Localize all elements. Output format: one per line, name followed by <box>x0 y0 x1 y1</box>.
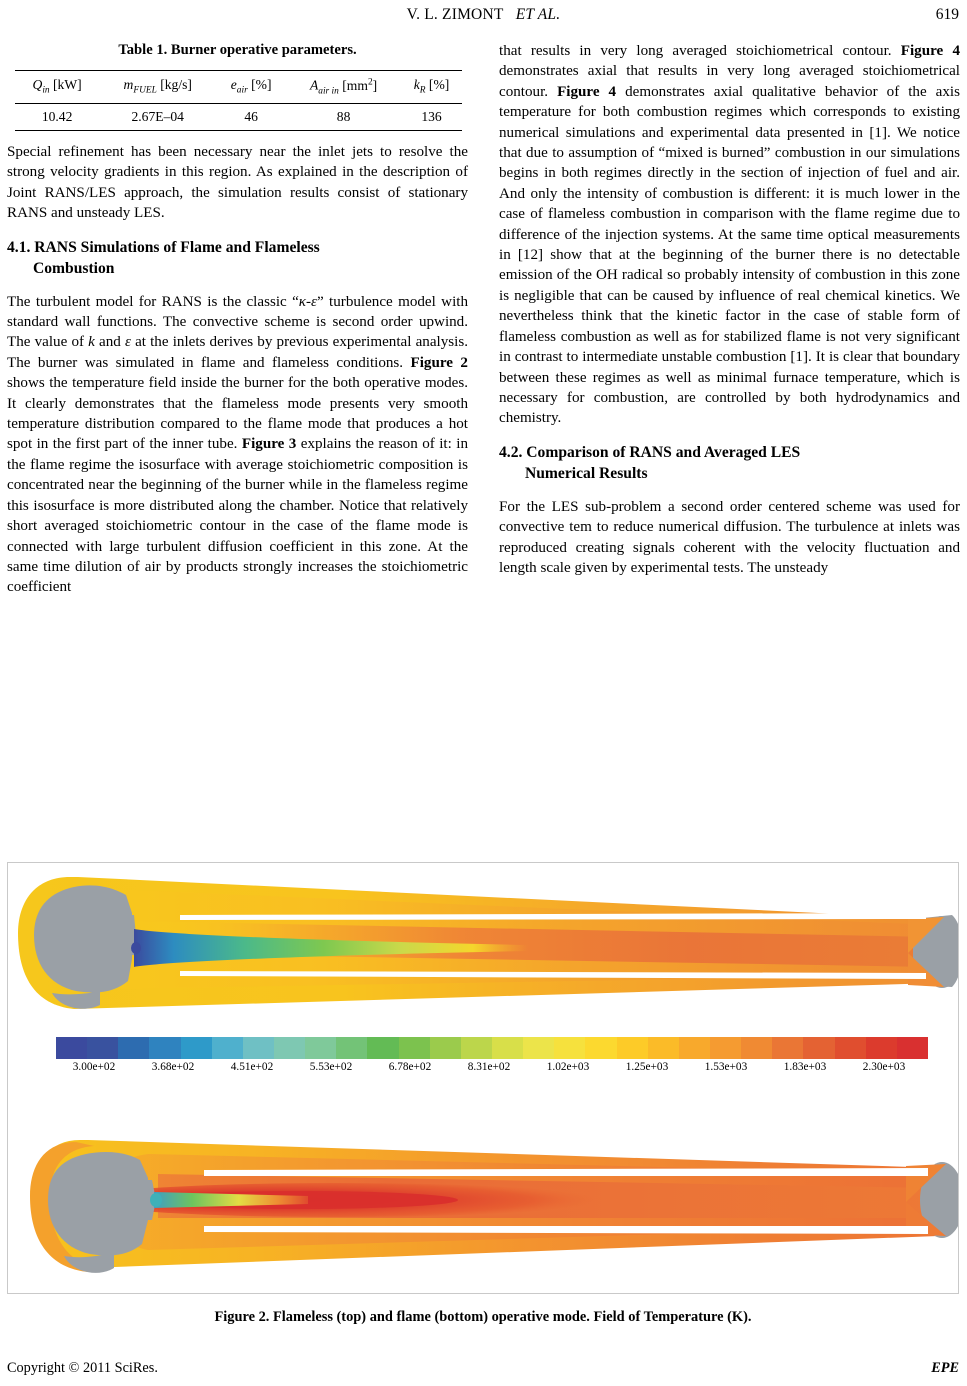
right-paragraph-2: For the LES sub-problem a second order centered scheme was used for convective tem to reduce numerical diffusion. The turbulence at inlets was reproduced creating signals coherent with the velocity fluctuation and length scale given by experimental tests. The unsteady <box>499 498 960 576</box>
page-footer <box>7 1360 959 1380</box>
burner-parameters-table <box>15 70 462 131</box>
colorbar-tick-8: 1.53e+03 <box>704 1061 748 1073</box>
table-cell-eair: 46 <box>216 104 286 131</box>
colorbar-tick-0: 3.00e+02 <box>72 1061 116 1073</box>
colorbar-tick-3: 5.53e+02 <box>309 1061 353 1073</box>
colorbar-segment-1 <box>87 1037 118 1059</box>
running-head <box>0 6 967 28</box>
table-header-cell-aairin: $A_{air in}$ $[mm^2]$ <box>286 71 401 104</box>
lp2-c: and <box>94 334 125 351</box>
section-heading-4-2-line1: 4.2. Comparison of RANS and Averaged LES <box>499 443 801 461</box>
colorbar-segment-10 <box>367 1037 398 1059</box>
colorbar-segment-22 <box>741 1037 772 1059</box>
running-head-authors <box>0 6 967 24</box>
colorbar-segment-8 <box>305 1037 336 1059</box>
jet-inlet-core <box>150 1193 162 1207</box>
lp2-kappa-epsilon: κ-ε <box>298 293 317 310</box>
colorbar-tick-9: 1.83e+03 <box>783 1061 827 1073</box>
left-paragraph-1: Special refinement has been necessary near the inlet jets to resolve the strong velocity gradients in this region. As explained in the description of Joint RANS/LES approach, the simulation results consist of stationary RANS and unsteady LES. <box>7 144 468 222</box>
colorbar-segment-15 <box>523 1037 554 1059</box>
table-header-row <box>15 71 462 104</box>
figure-3-reference: Figure 3 <box>241 436 297 453</box>
jet-inlet-core <box>131 942 141 954</box>
unit-kw: [kW] <box>53 77 82 93</box>
section-heading-4-1 <box>7 237 468 279</box>
colorbar-segment-5 <box>212 1037 243 1059</box>
colorbar-segment-2 <box>118 1037 149 1059</box>
colorbar-tick-labels <box>49 1061 929 1081</box>
rp1-c: demonstrates axial qualitative behavior of the axis temperature for both combustion regimes which corresponds to existing numerical simulations and experimental data presented in [1]. We notice that due to assumption of “mixed is burned” combustion in our simulations begins in both regimes directly in the section of injection of fuel and air. And only the intensity of combustion is different: it is much lower in the case of flameless combustion in comparison with the flame regime due to difference of the injection systems. At the same time optical measurements in [12] show that at the beginning of the burner there is no detectable emission of the OH radical so probably intensity of combustion in this zone is negligible that can be caused by influence of real chemical kinetics. We nevertheless think that the kinetic factor in the case of stable form of flameless combustion as well as for stabilized flame is not very significant in contrast to intermediate unstable combustion [1]. It is clear that boundary between these regimes as well as minimal furnace temperature, which is necessary for combustion, are controlled by both hydrodynamics and chemistry. <box>499 83 960 427</box>
section-heading-4-2 <box>499 442 960 484</box>
spacer <box>499 484 960 497</box>
copyright-notice: Copyright © 2011 SciRes. <box>7 1360 158 1376</box>
unit-kgs: [kg/s] <box>160 77 192 93</box>
spacer <box>499 429 960 442</box>
flameless-burner-rendering <box>8 863 958 1033</box>
left-paragraph-2 <box>7 292 468 598</box>
colorbar-segment-24 <box>803 1037 834 1059</box>
colorbar-segment-21 <box>710 1037 741 1059</box>
colorbar-segment-17 <box>585 1037 616 1059</box>
rp1-a: that results in very long averaged stoichiometrical contour. <box>499 43 901 59</box>
table-cell-kr: 136 <box>401 104 462 131</box>
colorbar-tick-4: 6.78e+02 <box>388 1061 432 1073</box>
colorbar-tick-7: 1.25e+03 <box>625 1061 669 1073</box>
section-heading-4-2-line2: Numerical Results <box>525 464 648 482</box>
colorbar-segment-13 <box>461 1037 492 1059</box>
figure-2-reference: Figure 2 <box>410 354 468 371</box>
lp2-d: at the inlets derives by previous experimental analysis. The burner was simulated in flame and flameless conditions. <box>7 334 468 371</box>
lp2-epsilon: ε <box>124 334 131 351</box>
unit-pct2: [%] <box>428 77 450 93</box>
unit-pct1: [%] <box>251 77 272 93</box>
colorbar-tick-6: 1.02e+03 <box>546 1061 590 1073</box>
section-heading-4-1-line1: 4.1. RANS Simulations of Flame and Flameless <box>7 238 320 256</box>
colorbar-segment-19 <box>648 1037 679 1059</box>
running-head-authors-italic: ET AL. <box>515 6 561 23</box>
lp2-b: ” turbulence model with standard wall functions. The convective scheme is second order upwind. The value of <box>7 293 469 351</box>
page-number: 619 <box>935 6 959 23</box>
table-data-row <box>15 104 462 131</box>
colorbar-tick-2: 4.51e+02 <box>230 1061 274 1073</box>
colorbar-segment-25 <box>835 1037 866 1059</box>
colorbar-segment-23 <box>772 1037 803 1059</box>
section-heading-4-1-line2: Combustion <box>33 259 115 277</box>
figure-panel-flameless-top <box>8 863 958 1033</box>
spacer <box>7 279 468 292</box>
left-column <box>7 142 468 598</box>
figure-panel-flame-bottom <box>8 1108 958 1293</box>
journal-abbreviation: EPE <box>931 1360 959 1376</box>
colorbar-tick-10: 2.30e+03 <box>862 1061 906 1073</box>
table-cell-aairin: 88 <box>286 104 401 131</box>
lp2-f: explains the reason of it: in the flame regime the isosurface with average stoichiometric composition is concentrated near the beginning of the burner while in the flameless regime this isosurface is more distributed along the chamber. Notice that relatively short averaged stoichiometric contour in the case of the flame mode is connected with large turbulent diffusion coefficient in this zone. At the same time dilution of air by products strongly increases the stoichiometric coefficient <box>7 436 468 596</box>
unit-mm2: $[mm^2]$ <box>342 77 378 93</box>
lp2-a: The turbulent model for RANS is the classic “ <box>7 293 299 310</box>
table-header-cell-mfuel: $m_{FUEL}$ [kg/s] <box>99 71 216 104</box>
spacer <box>7 224 468 237</box>
figure-2-container <box>7 862 959 1294</box>
colorbar-segment-3 <box>149 1037 180 1059</box>
temperature-colorbar <box>49 1037 929 1095</box>
table-header-cell-kr: $k_R$ [%] <box>401 71 462 104</box>
flame-burner-rendering <box>8 1108 958 1293</box>
table-cell-mfuel: 2.67E–04 <box>99 104 216 131</box>
colorbar-segment-20 <box>679 1037 710 1059</box>
table-cell-qin: 10.42 <box>15 104 99 131</box>
colorbar-segment-0 <box>56 1037 87 1059</box>
running-head-authors-plain: V. L. ZIMONT <box>406 6 504 23</box>
table-title: Table 1. Burner operative parameters. <box>118 42 357 58</box>
colorbar-segment-7 <box>274 1037 305 1059</box>
figure-caption: Figure 2. Flameless (top) and flame (bottom) operative mode. Field of Temperature (K). <box>214 1309 752 1325</box>
rp1-b: demonstrates axial that results in very long averaged stoichiometrical contour. <box>499 63 960 100</box>
table-header-cell-eair: $e_{air}$ [%] <box>216 71 286 104</box>
colorbar-segment-4 <box>181 1037 212 1059</box>
colorbar-segment-9 <box>336 1037 367 1059</box>
right-column <box>499 41 960 578</box>
lp2-k: k <box>88 334 95 351</box>
colorbar-segment-26 <box>866 1037 897 1059</box>
colorbar-segment-16 <box>554 1037 585 1059</box>
colorbar-gradient-strip <box>56 1037 928 1059</box>
colorbar-segment-14 <box>492 1037 523 1059</box>
right-paragraph-1 <box>499 41 960 429</box>
figure-4-reference-b: Figure 4 <box>557 83 617 100</box>
table-header-cell-qin: $Q_{in}$ [kW] <box>15 71 99 104</box>
colorbar-tick-1: 3.68e+02 <box>151 1061 195 1073</box>
colorbar-segment-27 <box>897 1037 928 1059</box>
lp2-e: shows the temperature field inside the burner for the both operative modes. It clearly demonstrates that the flameless mode presents very smooth temperature distribution compared to the flame mode that produces a hot spot in the first part of the inner tube. <box>7 375 468 453</box>
colorbar-segment-11 <box>399 1037 430 1059</box>
colorbar-segment-18 <box>617 1037 648 1059</box>
figure-4-reference-a: Figure 4 <box>900 43 960 59</box>
colorbar-segment-12 <box>430 1037 461 1059</box>
colorbar-segment-6 <box>243 1037 274 1059</box>
colorbar-tick-5: 8.31e+02 <box>467 1061 511 1073</box>
